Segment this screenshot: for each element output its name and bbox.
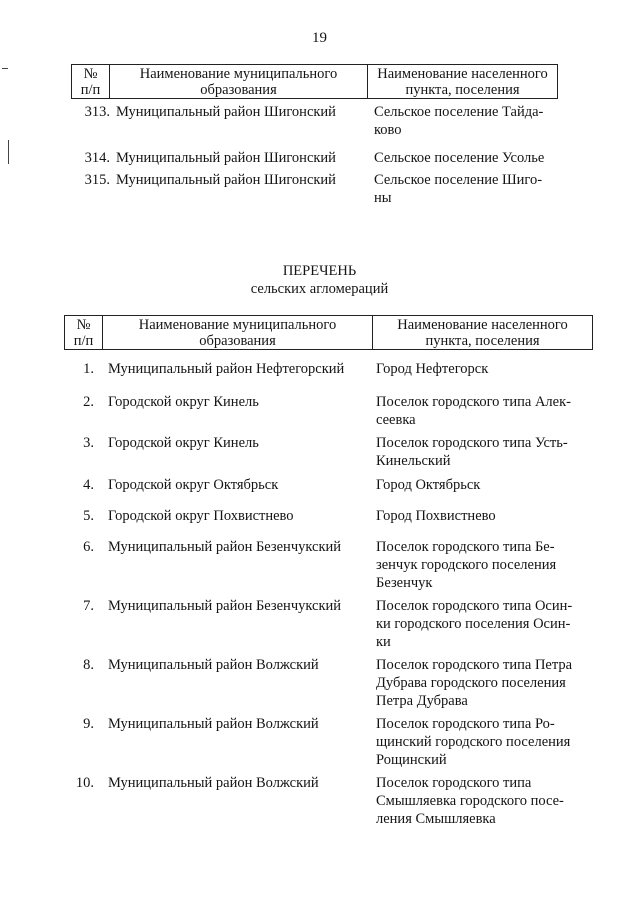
cell-line: сеевка <box>376 412 416 428</box>
settlement-cell <box>376 538 556 592</box>
row-number: 8. <box>83 657 94 673</box>
cell-line: ны <box>374 190 392 206</box>
municipality-cell <box>108 476 278 494</box>
header-line: Наименование населенного <box>377 66 548 82</box>
header-line: № <box>76 317 91 333</box>
header-line: Наименование населенного <box>397 317 568 333</box>
cell-line: Поселок городского типа Осин- <box>376 598 573 614</box>
settlement-column-header <box>368 65 558 99</box>
municipality-column-header <box>103 316 373 350</box>
cell-line: Городской округ Кинель <box>108 394 259 410</box>
municipality-cell <box>108 656 319 674</box>
cell-line: Сельское поселение Усолье <box>374 150 545 166</box>
cell-line: ково <box>374 122 402 138</box>
cell-line: Смышляевка городского посе- <box>376 793 564 809</box>
municipality-cell <box>116 149 336 167</box>
cell-line: Поселок городского типа Алек- <box>376 394 571 410</box>
header-line: пункта, поселения <box>425 333 540 349</box>
cell-line: Поселок городского типа Ро- <box>376 716 555 732</box>
cell-line: Муниципальный район Шигонский <box>116 104 336 120</box>
row-number: 7. <box>83 598 94 614</box>
settlement-cell <box>376 715 570 769</box>
cell-line: Муниципальный район Безенчукский <box>108 539 342 555</box>
header-line: п/п <box>73 333 94 349</box>
section-title: ПЕРЕЧЕНЬ <box>282 263 357 279</box>
cell-line: Поселок городского типа Усть- <box>376 435 568 451</box>
cell-line: ки <box>376 634 391 650</box>
cell-line: Петра Дубрава <box>376 693 468 709</box>
settlement-cell <box>376 434 568 470</box>
settlement-cell <box>376 360 488 378</box>
municipality-cell <box>108 715 319 733</box>
row-number: 4. <box>83 477 94 493</box>
municipality-cell <box>108 507 294 525</box>
header-line: образования <box>199 333 276 349</box>
cell-line: Муниципальный район Волжский <box>108 716 319 732</box>
cell-line: щинский городского поселения <box>376 734 571 750</box>
settlement-cell <box>374 103 543 139</box>
header-line: Наименование муниципального <box>138 317 337 333</box>
cell-line: Город Октябрьск <box>376 477 481 493</box>
municipality-cell <box>108 538 341 556</box>
row-number: 5. <box>83 508 94 524</box>
cell-line: Сельское поселение Тайда- <box>374 104 544 120</box>
num-column-header <box>65 316 103 350</box>
header-line: образования <box>200 82 277 98</box>
page-number: 19 <box>312 30 327 46</box>
settlement-column-header <box>373 316 593 350</box>
cell-line: Муниципальный район Шигонский <box>116 172 336 188</box>
scan-margin-mark <box>8 140 9 164</box>
settlement-cell <box>376 774 564 828</box>
cell-line: Поселок городского типа <box>376 775 532 791</box>
cell-line: Дубрава городского поселения <box>376 675 566 691</box>
settlement-cell <box>376 507 496 525</box>
cell-line: Рощинский <box>376 752 447 768</box>
cell-line: Городской округ Октябрьск <box>108 477 279 493</box>
cell-line: Муниципальный район Шигонский <box>116 150 336 166</box>
municipality-cell <box>108 360 344 378</box>
municipality-cell <box>108 774 319 792</box>
cell-line: зенчук городского поселения <box>376 557 557 573</box>
cell-line: Муниципальный район Волжский <box>108 775 319 791</box>
row-number: 314. <box>84 150 110 166</box>
row-number: 315. <box>84 172 110 188</box>
row-number: 1. <box>83 361 94 377</box>
header-line: пункта, поселения <box>405 82 520 98</box>
settlement-cell <box>374 171 542 207</box>
cell-line: Поселок городского типа Петра <box>376 657 573 673</box>
cell-line: Муниципальный район Волжский <box>108 657 319 673</box>
row-number: 9. <box>83 716 94 732</box>
municipality-cell <box>116 103 336 121</box>
settlement-cell <box>374 149 544 167</box>
cell-line: Муниципальный район Нефтегорский <box>108 361 345 377</box>
cell-line: Кинельский <box>376 453 451 469</box>
num-column-header <box>72 65 110 99</box>
row-number: 313. <box>84 104 110 120</box>
cell-line: Поселок городского типа Бе- <box>376 539 555 555</box>
row-number: 10. <box>75 775 94 791</box>
settlement-cell <box>376 476 480 494</box>
row-number: 2. <box>83 394 94 410</box>
municipality-cell <box>108 597 341 615</box>
cell-line: Город Нефтегорск <box>376 361 489 377</box>
settlement-cell <box>376 393 571 429</box>
cell-line: Сельское поселение Шиго- <box>374 172 543 188</box>
cell-line: Городской округ Похвистнево <box>108 508 294 524</box>
header-line: Наименование муниципального <box>139 66 338 82</box>
cell-line: Муниципальный район Безенчукский <box>108 598 342 614</box>
row-number: 3. <box>83 435 94 451</box>
agglomerations-table-header <box>64 315 593 350</box>
municipality-column-header <box>110 65 368 99</box>
header-line: № <box>83 66 98 82</box>
settlement-cell <box>376 597 572 651</box>
scan-margin-mark <box>2 68 8 69</box>
header-line: п/п <box>80 82 101 98</box>
cell-line: ки городского поселения Осин- <box>376 616 571 632</box>
row-number: 6. <box>83 539 94 555</box>
section-subtitle: сельских агломераций <box>250 281 389 297</box>
cell-line: Безенчук <box>376 575 433 591</box>
continued-table-header <box>71 64 558 99</box>
settlement-cell <box>376 656 572 710</box>
cell-line: ления Смышляевка <box>376 811 496 827</box>
municipality-cell <box>108 434 259 452</box>
cell-line: Город Похвистнево <box>376 508 496 524</box>
cell-line: Городской округ Кинель <box>108 435 259 451</box>
municipality-cell <box>116 171 336 189</box>
municipality-cell <box>108 393 259 411</box>
